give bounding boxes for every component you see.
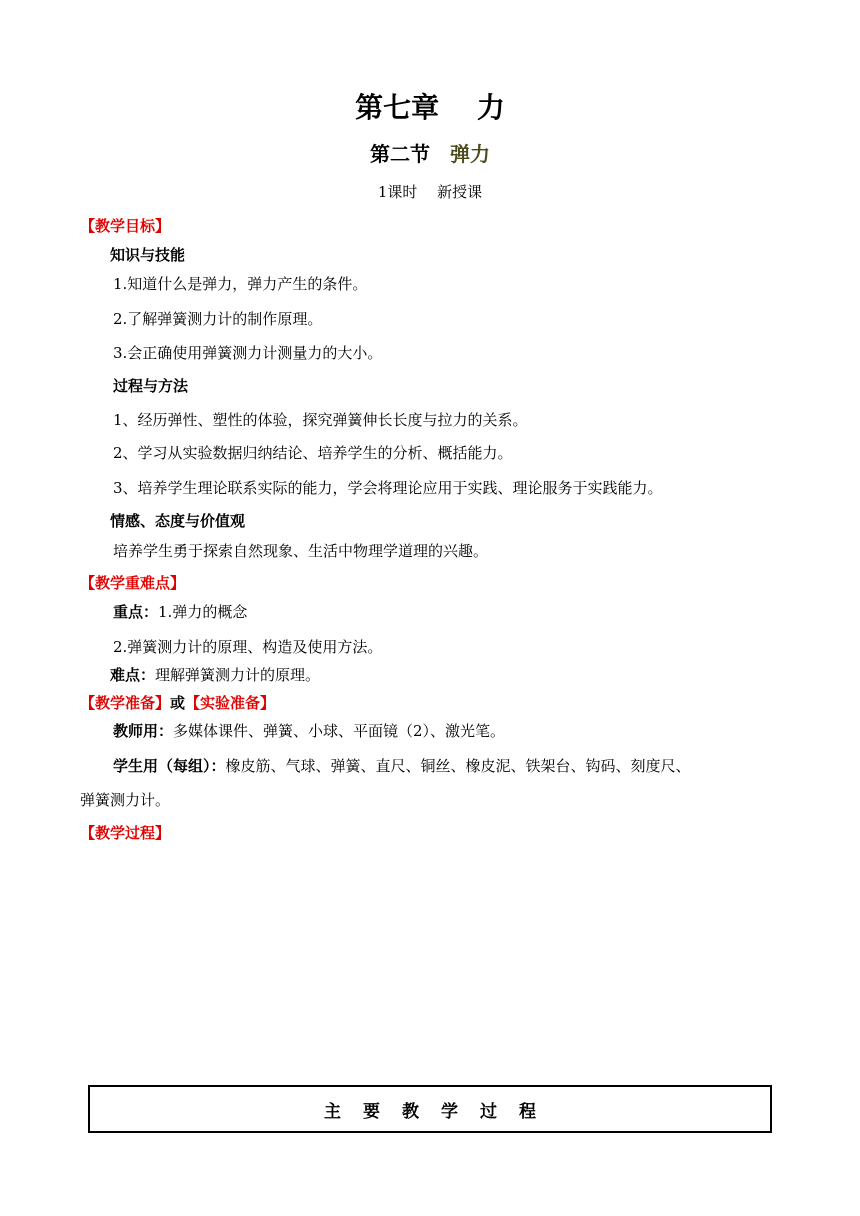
objectives-heading: 【教学目标】	[80, 217, 171, 235]
student-label: 学生用（每组）：	[113, 757, 226, 775]
lesson-meta: 1课时 新授课	[377, 183, 483, 201]
difficulty-text: 理解弹簧测力计的原理。	[155, 666, 321, 684]
prep-connector: 或	[170, 694, 186, 712]
knowledge-item-1: 1.知道什么是弹力，弹力产生的条件。	[113, 275, 368, 293]
section-prefix: 第二节	[370, 142, 430, 166]
attitude-item-1: 培养学生勇于探索自然现象、生活中物理学道理的兴趣。	[113, 542, 489, 560]
main-process-title: 主要教学过程	[324, 1101, 558, 1122]
chapter-title: 第七章 力	[355, 91, 505, 124]
focus-label: 重点：	[113, 603, 159, 621]
experiment-prep-label: 【实验准备】	[185, 694, 276, 712]
preparation-heading	[80, 692, 275, 713]
teacher-materials	[113, 720, 505, 741]
process-item-1: 1、经历弹性、塑性的体验，探究弹簧伸长长度与拉力的关系。	[113, 411, 528, 429]
attitude-title: 情感、态度与价值观	[110, 512, 246, 530]
knowledge-item-2: 2.了解弹簧测力计的制作原理。	[113, 310, 323, 328]
student-materials-line-2: 弹簧测力计。	[80, 791, 171, 809]
teaching-prep-label: 【教学准备】	[80, 694, 171, 712]
teacher-label: 教师用：	[113, 722, 174, 740]
knowledge-item-3: 3.会正确使用弹簧测力计测量力的大小。	[113, 344, 383, 362]
process-heading: 【教学过程】	[80, 824, 171, 842]
process-item-3: 3、培养学生理论联系实际的能力，学会将理论应用于实践、理论服务于实践能力。	[113, 479, 663, 497]
section-name: 弹力	[450, 142, 490, 166]
process-item-2: 2、学习从实验数据归纳结论、培养学生的分析、概括能力。	[113, 444, 513, 462]
teacher-items: 多媒体课件、弹簧、小球、平面镜（2）、激光笔。	[173, 722, 506, 740]
student-materials-line-1	[113, 755, 691, 776]
process-title: 过程与方法	[113, 377, 189, 395]
difficulty-line	[110, 664, 320, 685]
section-title	[0, 138, 860, 167]
keypoints-heading: 【教学重难点】	[80, 574, 186, 592]
focus-line-2: 2.弹簧测力计的原理、构造及使用方法。	[113, 638, 383, 656]
focus-line-1	[113, 601, 247, 622]
knowledge-title: 知识与技能	[110, 246, 186, 264]
main-process-box	[88, 1085, 772, 1133]
focus-text-1: 1.弹力的概念	[158, 603, 248, 621]
difficulty-label: 难点：	[110, 666, 156, 684]
student-items-1: 橡皮筋、气球、弹簧、直尺、铜丝、橡皮泥、铁架台、钩码、刻度尺、	[225, 757, 691, 775]
